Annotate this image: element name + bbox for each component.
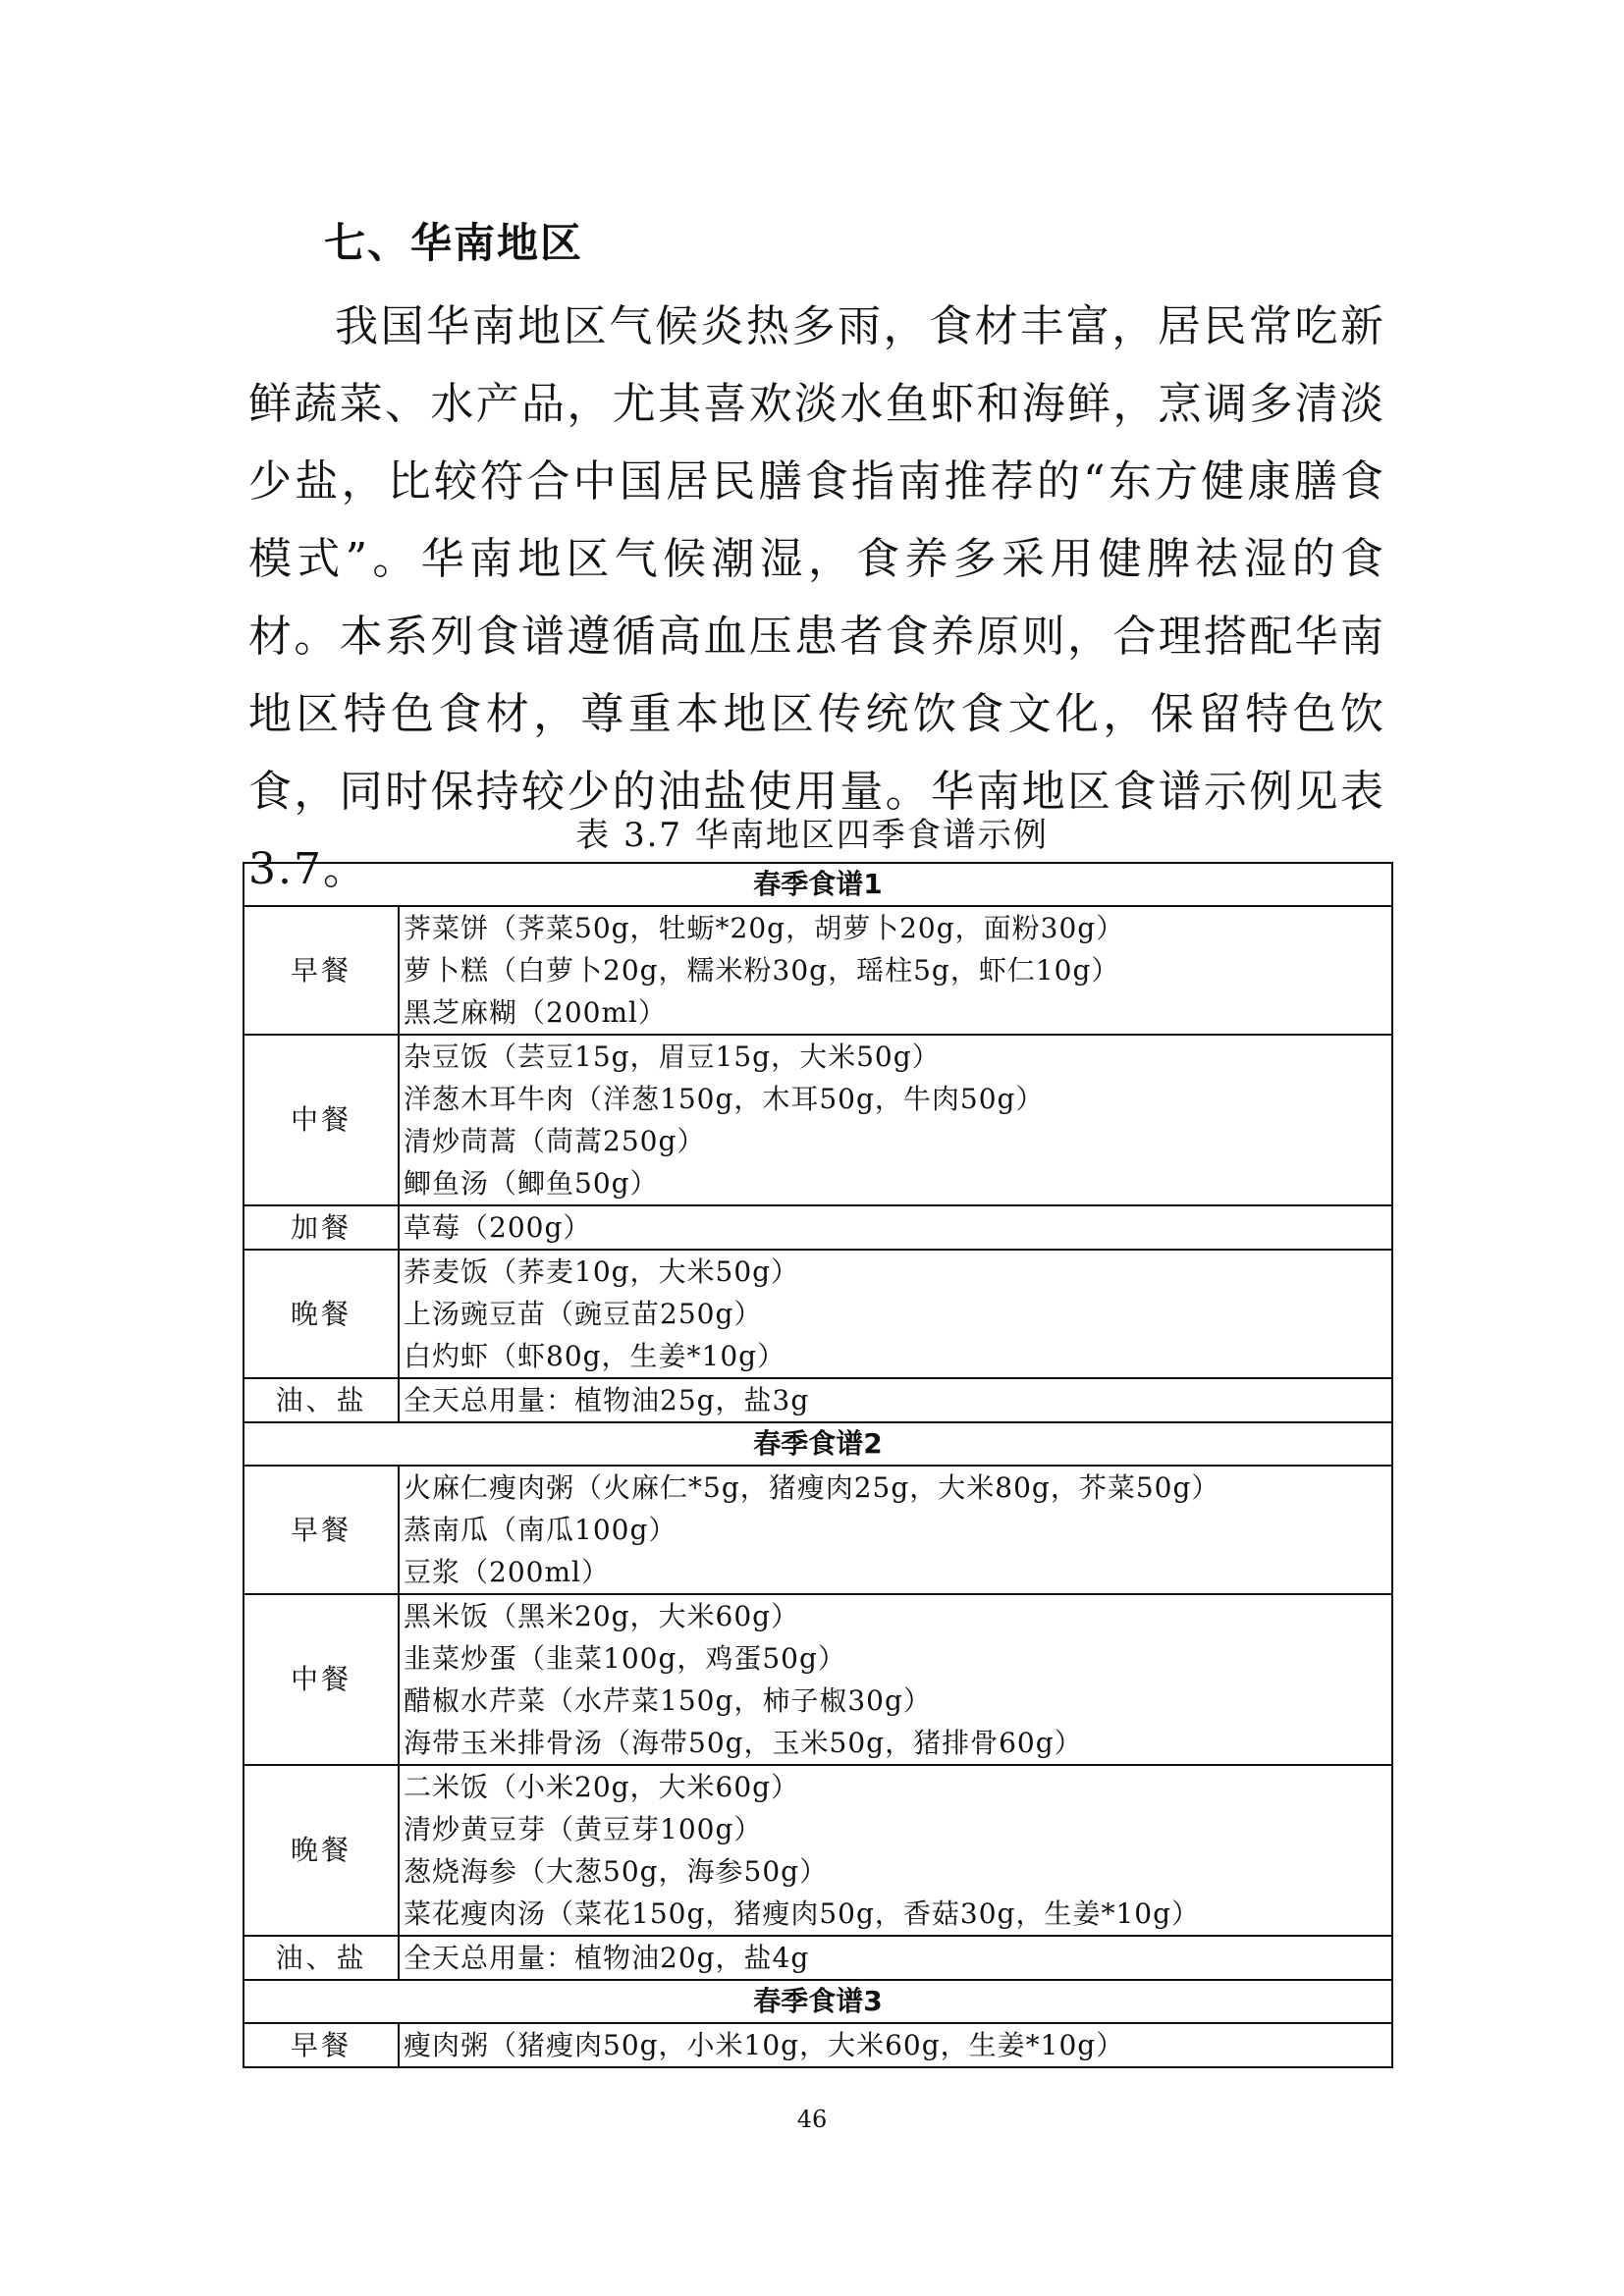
recipe-title-row [244, 1980, 1392, 2023]
meal-name: 晚餐 [244, 1250, 399, 1378]
recipe-title: 春季食谱1 [244, 863, 1392, 906]
meal-name: 中餐 [244, 1035, 399, 1205]
dish-item: 荞麦饭（荞麦10g，大米50g） [404, 1255, 800, 1288]
dish-item: 白灼虾（虾80g，生姜*10g） [404, 1340, 786, 1372]
dish-item: 洋葱木耳牛肉（洋葱150g，木耳50g，牛肉50g） [404, 1083, 1045, 1115]
dish-item: 萝卜糕（白萝卜20g，糯米粉30g，瑶柱5g，虾仁10g） [404, 954, 1120, 987]
meal-row [244, 1466, 1392, 1594]
page-number: 46 [796, 2106, 828, 2133]
dish-item: 韭菜炒蛋（韭菜100g，鸡蛋50g） [404, 1642, 846, 1675]
meal-dishes [399, 1594, 1392, 1765]
meal-row [244, 2023, 1392, 2067]
dish-item: 海带玉米排骨汤（海带50g，玉米50g，猪排骨60g） [404, 1727, 1083, 1759]
recipe-title-row [244, 863, 1392, 906]
meal-dishes [399, 1250, 1392, 1378]
recipe-title: 春季食谱3 [244, 1980, 1392, 2023]
recipe-table-body [244, 863, 1392, 2067]
table-caption: 表 3.7 华南地区四季食谱示例 [575, 816, 1049, 855]
meal-name: 加餐 [244, 1205, 399, 1250]
meal-name: 早餐 [244, 1466, 399, 1594]
intro-paragraph: 我国华南地区气候炎热多雨，食材丰富，居民常吃新鲜蔬菜、水产品，尤其喜欢淡水鱼虾和海鲜，烹调多清淡少盐，比较符合中国居民膳食指南推荐的“东方健康膳食模式”。华南地区气候潮湿，食养多采用健脾祛湿的食材。本系列食谱遵循高血压患者食养原则，合理搭配华南地区特色食材，尊重本地区传统饮食文化，保留特色饮食，同时保持较少的油盐使用量。华南地区食谱示例见表 3.7。 [248, 301, 1385, 894]
meal-dishes [399, 1205, 1392, 1250]
dish-item: 二米饭（小米20g，大米60g） [404, 1771, 800, 1803]
meal-dishes [399, 1765, 1392, 1936]
meal-row [244, 1936, 1392, 1980]
recipe-title: 春季食谱2 [244, 1422, 1392, 1466]
meal-row [244, 1378, 1392, 1422]
dish-item: 黑芝麻糊（200ml） [404, 996, 667, 1029]
dish-item: 清炒黄豆芽（黄豆芽100g） [404, 1813, 763, 1845]
dish-item: 全天总用量：植物油20g，盐4g [404, 1942, 810, 1974]
meal-dishes [399, 1378, 1392, 1422]
meal-name: 油、盐 [244, 1936, 399, 1980]
dish-item: 蒸南瓜（南瓜100g） [404, 1514, 677, 1546]
seasonal-recipe-table [243, 862, 1393, 2068]
dish-item: 菜花瘦肉汤（菜花150g，猪瘦肉50g，香菇30g，生姜*10g） [404, 1897, 1201, 1930]
section-heading: 七、华南地区 [324, 219, 584, 267]
dish-item: 杂豆饭（芸豆15g，眉豆15g，大米50g） [404, 1041, 941, 1073]
dish-item: 豆浆（200ml） [404, 1556, 610, 1588]
dish-item: 上汤豌豆苗（豌豆苗250g） [404, 1298, 763, 1330]
dish-item: 全天总用量：植物油25g，盐3g [404, 1384, 810, 1416]
meal-name: 中餐 [244, 1594, 399, 1765]
recipe-title-row [244, 1422, 1392, 1466]
dish-item: 葱烧海参（大葱50g，海参50g） [404, 1855, 829, 1888]
meal-row [244, 1250, 1392, 1378]
dish-item: 醋椒水芹菜（水芹菜150g，柿子椒30g） [404, 1684, 932, 1717]
meal-name: 晚餐 [244, 1765, 399, 1936]
meal-row [244, 1765, 1392, 1936]
meal-name: 早餐 [244, 906, 399, 1035]
meal-row [244, 1035, 1392, 1205]
dish-item: 清炒茼蒿（茼蒿250g） [404, 1125, 706, 1157]
meal-dishes [399, 1035, 1392, 1205]
meal-row [244, 1594, 1392, 1765]
meal-row [244, 906, 1392, 1035]
meal-dishes [399, 2023, 1392, 2067]
meal-dishes [399, 1466, 1392, 1594]
dish-item: 火麻仁瘦肉粥（火麻仁*5g，猪瘦肉25g，大米80g，芥菜50g） [404, 1471, 1220, 1504]
dish-item: 草莓（200g） [404, 1211, 592, 1244]
meal-row [244, 1205, 1392, 1250]
dish-item: 荠菜饼（荠菜50g，牡蛎*20g，胡萝卜20g，面粉30g） [404, 912, 1125, 944]
dish-item: 瘦肉粥（猪瘦肉50g，小米10g，大米60g，生姜*10g） [404, 2029, 1125, 2061]
meal-dishes [399, 1936, 1392, 1980]
dish-item: 鲫鱼汤（鲫鱼50g） [404, 1167, 659, 1200]
meal-dishes [399, 906, 1392, 1035]
meal-name: 油、盐 [244, 1378, 399, 1422]
dish-item: 黑米饭（黑米20g，大米60g） [404, 1600, 800, 1632]
meal-name: 早餐 [244, 2023, 399, 2067]
